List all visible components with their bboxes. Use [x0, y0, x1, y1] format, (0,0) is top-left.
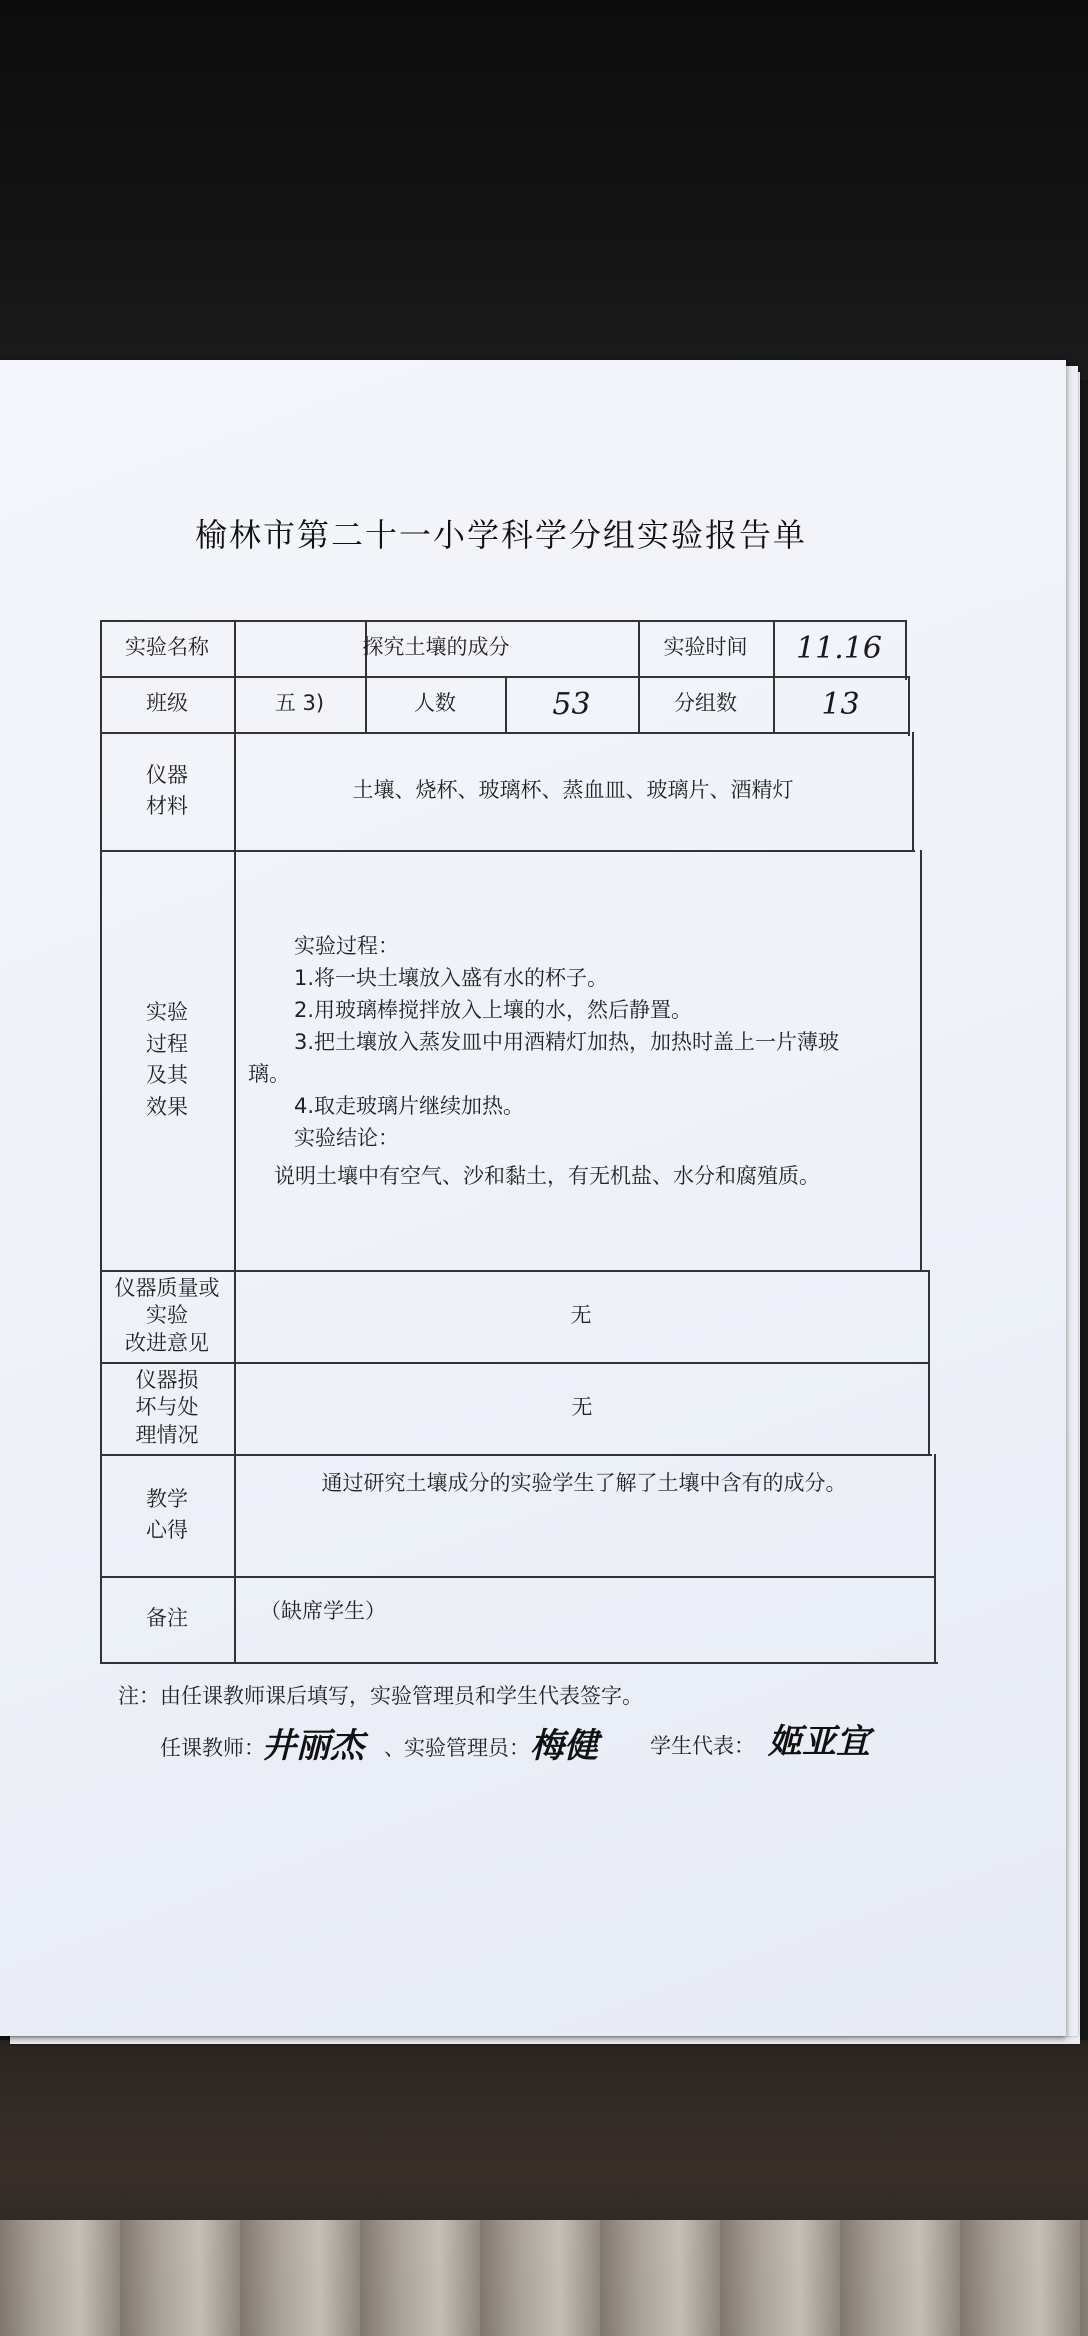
people-count-value: 53: [552, 686, 591, 722]
process-heading: 实验过程：: [294, 934, 399, 958]
remark-label: 备注: [146, 1606, 188, 1631]
conclusion-text: 说明土壤中有空气、沙和黏土，有无机盐、水分和腐殖质。: [274, 1164, 820, 1188]
process-label-line1: 实验: [146, 1000, 188, 1024]
materials-label-line2: 材料: [146, 794, 188, 818]
experiment-name-value: 探究土壤的成分: [362, 635, 510, 660]
teaching-value: 通过研究土壤成分的实验学生了解了土壤中含有的成分。: [321, 1471, 847, 1496]
damage-label: [100, 1362, 234, 1454]
student-signature: 姬亚宜: [768, 1722, 870, 1762]
teaching-label-line2: 心得: [146, 1518, 188, 1542]
process-label: [100, 850, 234, 1270]
group-count-value: 13: [821, 686, 860, 722]
damage-value: 无: [571, 1395, 593, 1420]
manager-signature-label: 实验管理员：: [404, 1736, 530, 1760]
teaching-label: [100, 1454, 234, 1576]
fabric-edge: [0, 2220, 1088, 2336]
column-line: [912, 732, 914, 852]
column-line: [934, 1454, 936, 1664]
column-line: [905, 620, 907, 680]
quality-value: 无: [570, 1303, 592, 1328]
class-value: 五 3): [274, 691, 325, 716]
materials-label-line1: 仪器: [146, 762, 188, 787]
teacher-signature: 井丽杰: [262, 1726, 364, 1766]
process-step: 2.用玻璃棒搅拌放入上壤的水，然后静置。: [294, 998, 693, 1022]
group-count-label: 分组数: [674, 691, 737, 716]
dark-background-top: [0, 0, 1088, 380]
remark-value: （缺席学生）: [260, 1599, 386, 1624]
process-step: 1.将一块土壤放入盛有水的杯子。: [294, 966, 609, 990]
materials-value: 土壤、烧杯、玻璃杯、蒸血皿、玻璃片、酒精灯: [352, 778, 794, 803]
footnote: 注：由任课教师课后填写，实验管理员和学生代表签字。: [118, 1684, 643, 1708]
quality-label-line1: 仪器质量或: [114, 1276, 220, 1301]
quality-label-line3: 改进意见: [125, 1330, 209, 1355]
class-label: 班级: [146, 691, 188, 716]
conclusion-heading: 实验结论：: [294, 1126, 399, 1150]
damage-label-line3: 理情况: [135, 1422, 199, 1447]
process-label-line2: 过程: [146, 1031, 188, 1056]
experiment-time-value: 11.16: [796, 630, 882, 666]
process-step-continued: 璃。: [248, 1062, 290, 1086]
people-count-label: 人数: [414, 691, 456, 716]
quality-label-line2: 实验: [146, 1303, 188, 1328]
report-title: 榆林市第二十一小学科学分组实验报告单: [195, 516, 808, 554]
process-content: [248, 930, 938, 1192]
signature-separator: 、: [384, 1736, 405, 1760]
process-step: 3.把土壤放入蒸发皿中用酒精灯加热，加热时盖上一片薄玻: [294, 1030, 840, 1054]
damage-label-line2: 坏与处: [135, 1395, 199, 1420]
process-step: 4.取走玻璃片继续加热。: [294, 1094, 525, 1118]
process-label-line4: 效果: [146, 1094, 188, 1119]
experiment-time-label: 实验时间: [663, 635, 748, 660]
damage-label-line1: 仪器损: [135, 1368, 199, 1393]
materials-label: [100, 732, 234, 850]
student-signature-label: 学生代表：: [650, 1734, 755, 1758]
teacher-signature-label: 任课教师：: [160, 1736, 265, 1760]
column-line: [908, 676, 910, 736]
row-line: [100, 1662, 938, 1664]
process-label-line3: 及其: [146, 1063, 188, 1087]
teaching-label-line1: 教学: [146, 1486, 188, 1511]
manager-signature: 梅健: [530, 1726, 598, 1766]
experiment-name-label: 实验名称: [125, 635, 209, 660]
quality-label: [100, 1270, 234, 1362]
